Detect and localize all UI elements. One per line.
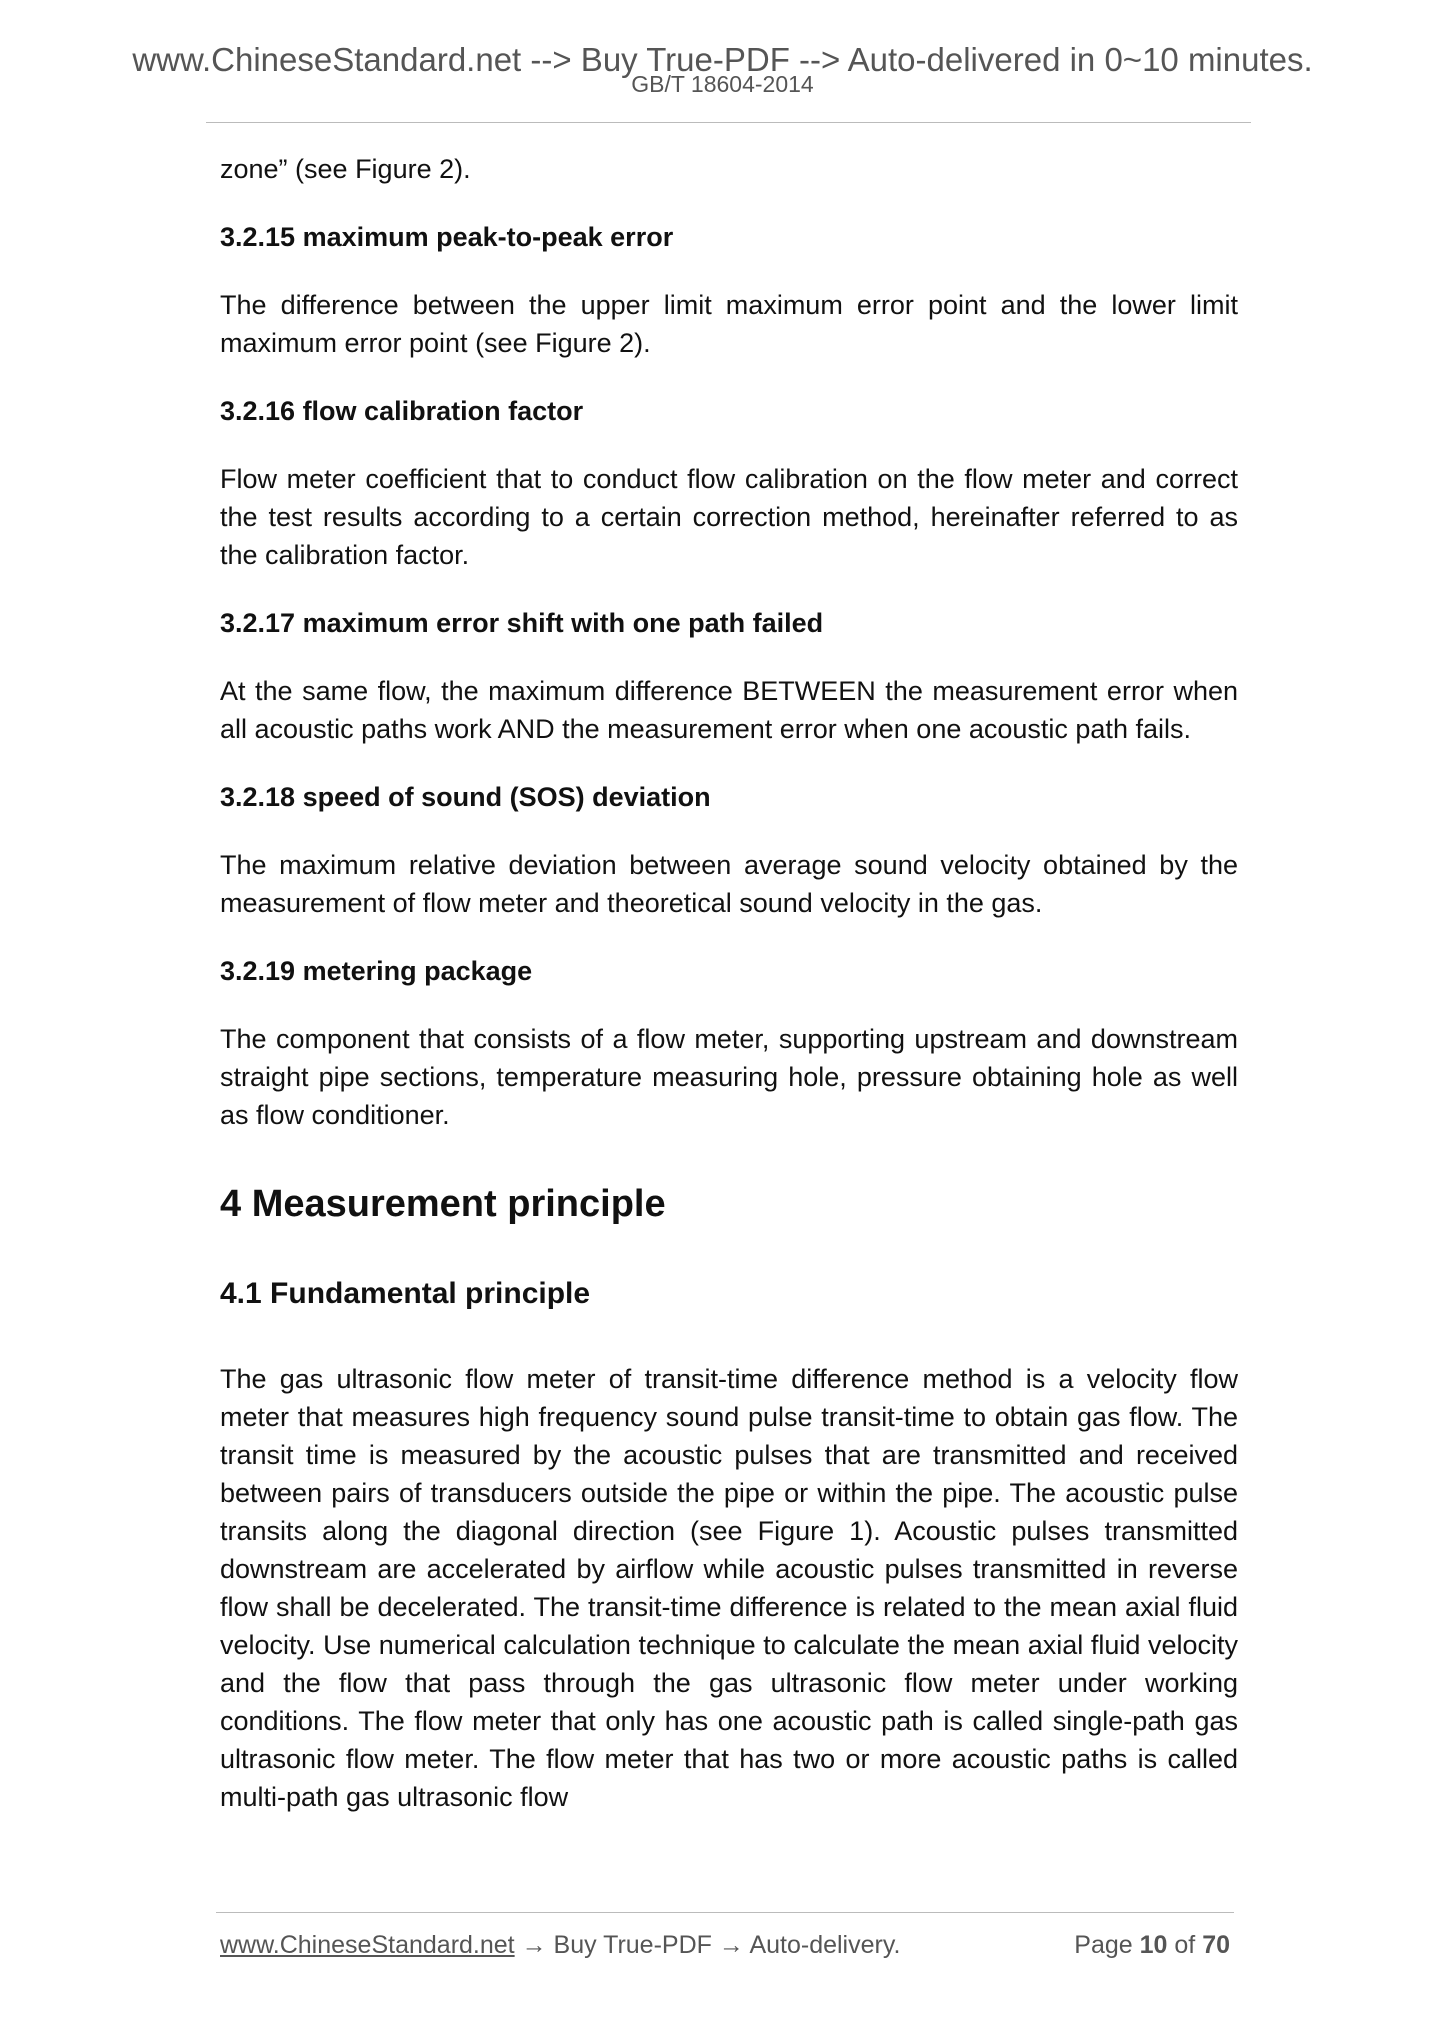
term-definition-3-2-18: The maximum relative deviation between average sound velocity obtained by the measurement of flow meter and theoretical sound velocity in the gas. bbox=[220, 850, 1238, 918]
term-heading-3-2-17: 3.2.17 maximum error shift with one path failed bbox=[220, 608, 824, 638]
total-pages: 70 bbox=[1202, 1931, 1230, 1959]
page-number: 10 bbox=[1139, 1931, 1168, 1959]
term-definition-3-2-17: At the same flow, the maximum difference BETWEEN the measurement error when all acoustic paths work AND the measurement error when one acoustic path fails. bbox=[220, 676, 1238, 744]
of-label: of bbox=[1174, 1931, 1196, 1959]
footer-site-link[interactable]: www.ChineseStandard.net bbox=[220, 1931, 515, 1959]
subsection-heading: 4.1 Fundamental principle bbox=[220, 1277, 591, 1310]
term-heading-3-2-15: 3.2.15 maximum peak-to-peak error bbox=[220, 222, 674, 252]
term-heading-3-2-19: 3.2.19 metering package bbox=[220, 956, 533, 986]
term-heading-3-2-16: 3.2.16 flow calibration factor bbox=[220, 396, 584, 426]
term-definition-3-2-15: The difference between the upper limit maximum error point and the lower limit maximum error point (see Figure 2). bbox=[220, 290, 1238, 358]
arrow-right-icon: → bbox=[521, 1931, 547, 1959]
header-divider bbox=[206, 122, 1251, 123]
page-footer bbox=[220, 1928, 1230, 1962]
footer-delivery-text: Auto-delivery. bbox=[749, 1931, 901, 1959]
page-label: Page bbox=[1074, 1931, 1133, 1959]
header-banner[interactable]: www.ChineseStandard.net --> Buy True-PDF --> Auto-delivered in 0~10 minutes. bbox=[132, 41, 1313, 78]
term-heading-3-2-18: 3.2.18 speed of sound (SOS) deviation bbox=[220, 782, 711, 812]
term-definition-3-2-19: The component that consists of a flow meter, supporting upstream and downstream straight pipe sections, temperature measuring hole, pressure obtaining hole as well as flow conditioner. bbox=[220, 1024, 1238, 1130]
page-header bbox=[0, 40, 1445, 96]
arrow-right-icon: → bbox=[718, 1931, 744, 1959]
section-heading: 4 Measurement principle bbox=[220, 1183, 666, 1225]
principle-paragraph: The gas ultrasonic flow meter of transit-time difference method is a velocity flow meter that measures high frequency sound pulse transit-time to obtain gas flow. The transit time is measured by the acoustic pulses that are transmitted and received between pairs of transducers outside the pipe or within the pipe. The acoustic pulse transits along the diagonal direction (see Figure 1). Acoustic pulses transmitted downstream are accelerated by airflow while acoustic pulses transmitted in reverse flow shall be decelerated. The transit-time difference is related to the mean axial fluid velocity. Use numerical calculation technique to calculate the mean axial fluid velocity and the flow that pass through the gas ultrasonic flow meter under working conditions. The flow meter that only has one acoustic path is called single-path gas ultrasonic flow meter. The flow meter that has two or more acoustic paths is called multi-path gas ultrasonic flow bbox=[220, 1364, 1238, 1812]
footer-buy-text: Buy True-PDF bbox=[553, 1931, 712, 1959]
document-body bbox=[220, 150, 1238, 1816]
term-definition-3-2-16: Flow meter coefficient that to conduct flow calibration on the flow meter and correct the test results according to a certain correction method, hereinafter referred to as the calibration factor. bbox=[220, 464, 1238, 570]
footer-divider bbox=[216, 1912, 1234, 1913]
page-indicator bbox=[1074, 1928, 1230, 1962]
standard-number: GB/T 18604-2014 bbox=[631, 71, 814, 97]
continuation-text: zone” (see Figure 2). bbox=[220, 154, 471, 184]
